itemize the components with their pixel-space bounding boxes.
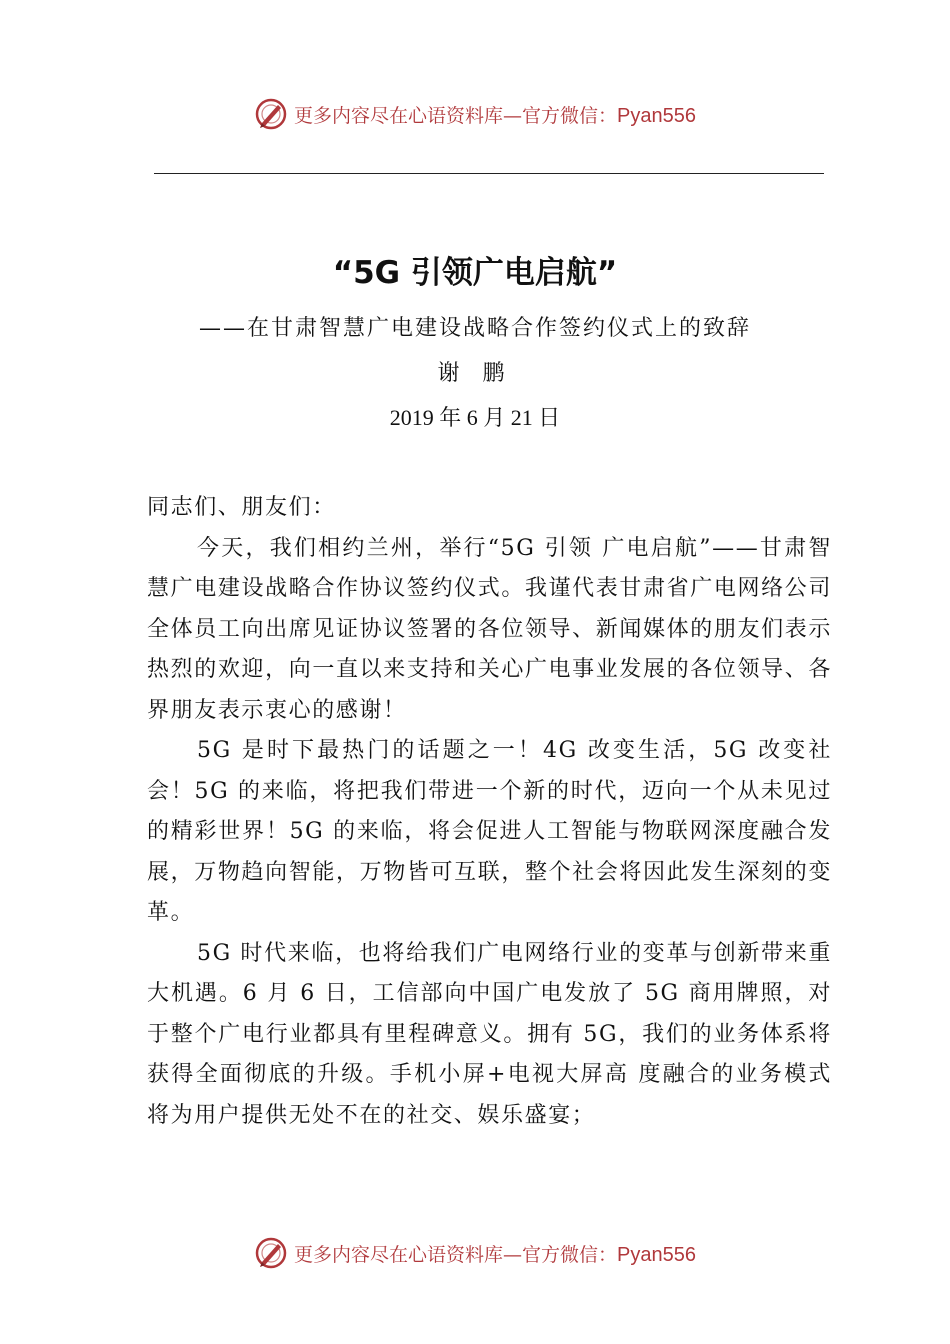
- pen-logo-icon: [254, 97, 288, 131]
- wechat-handle: Pyan556: [617, 1243, 696, 1266]
- wechat-handle: Pyan556: [617, 104, 696, 127]
- paragraph-3: 5G 时代来临，也将给我们广电网络行业的变革与创新带来重大机遇。6 月 6 日，工信部向中国广电发放了 5G 商用牌照，对于整个广电行业都具有里程碑意义。拥有 5G，我们的业务体系将获得全面彻底的升级。手机小屏+电视大屏高 度融合的业务模式将为用户提供无处不在的社交、娱乐盛宴；: [147, 940, 832, 1128]
- document-body: [147, 488, 832, 1136]
- header-banner: [0, 94, 950, 134]
- salutation: 同志们、朋友们：: [147, 495, 336, 520]
- document-author: 谢 鹏: [437, 361, 513, 386]
- paragraph-2: 5G 是时下最热门的话题之一！4G 改变生活，5G 改变社会！5G 的来临，将把我们带进一个新的时代，迈向一个从未见过的精彩世界！5G 的来临，将会促进人工智能与物联网深度融合发展，万物趋向智能，万物皆可互联，整个社会将因此发生深刻的变革。: [147, 738, 832, 925]
- document-date: 2019 年 6 月 21 日: [389, 405, 561, 430]
- banner-text: 更多内容尽在心语资料库—官方微信：Pyan556: [294, 1243, 696, 1266]
- pen-logo-icon: [254, 1236, 288, 1270]
- footer-banner: [0, 1233, 950, 1273]
- header-divider: [154, 173, 824, 174]
- document-title: “5G 引领广电启航”: [332, 255, 618, 291]
- paragraph-1: 今天，我们相约兰州，举行“5G 引领 广电启航”——甘肃智慧广电建设战略合作协议签约仪式。我谨代表甘肃省广电网络公司全体员工向出席见证协议签署的各位领导、新闻媒体的朋友们表示热烈的欢迎，向一直以来支持和关心广电事业发展的各位领导、各界朋友表示衷心的感谢！: [147, 535, 832, 723]
- banner-text: 更多内容尽在心语资料库—官方微信：Pyan556: [294, 104, 696, 127]
- document-subtitle: ——在甘肃智慧广电建设战略合作签约仪式上的致辞: [198, 316, 751, 341]
